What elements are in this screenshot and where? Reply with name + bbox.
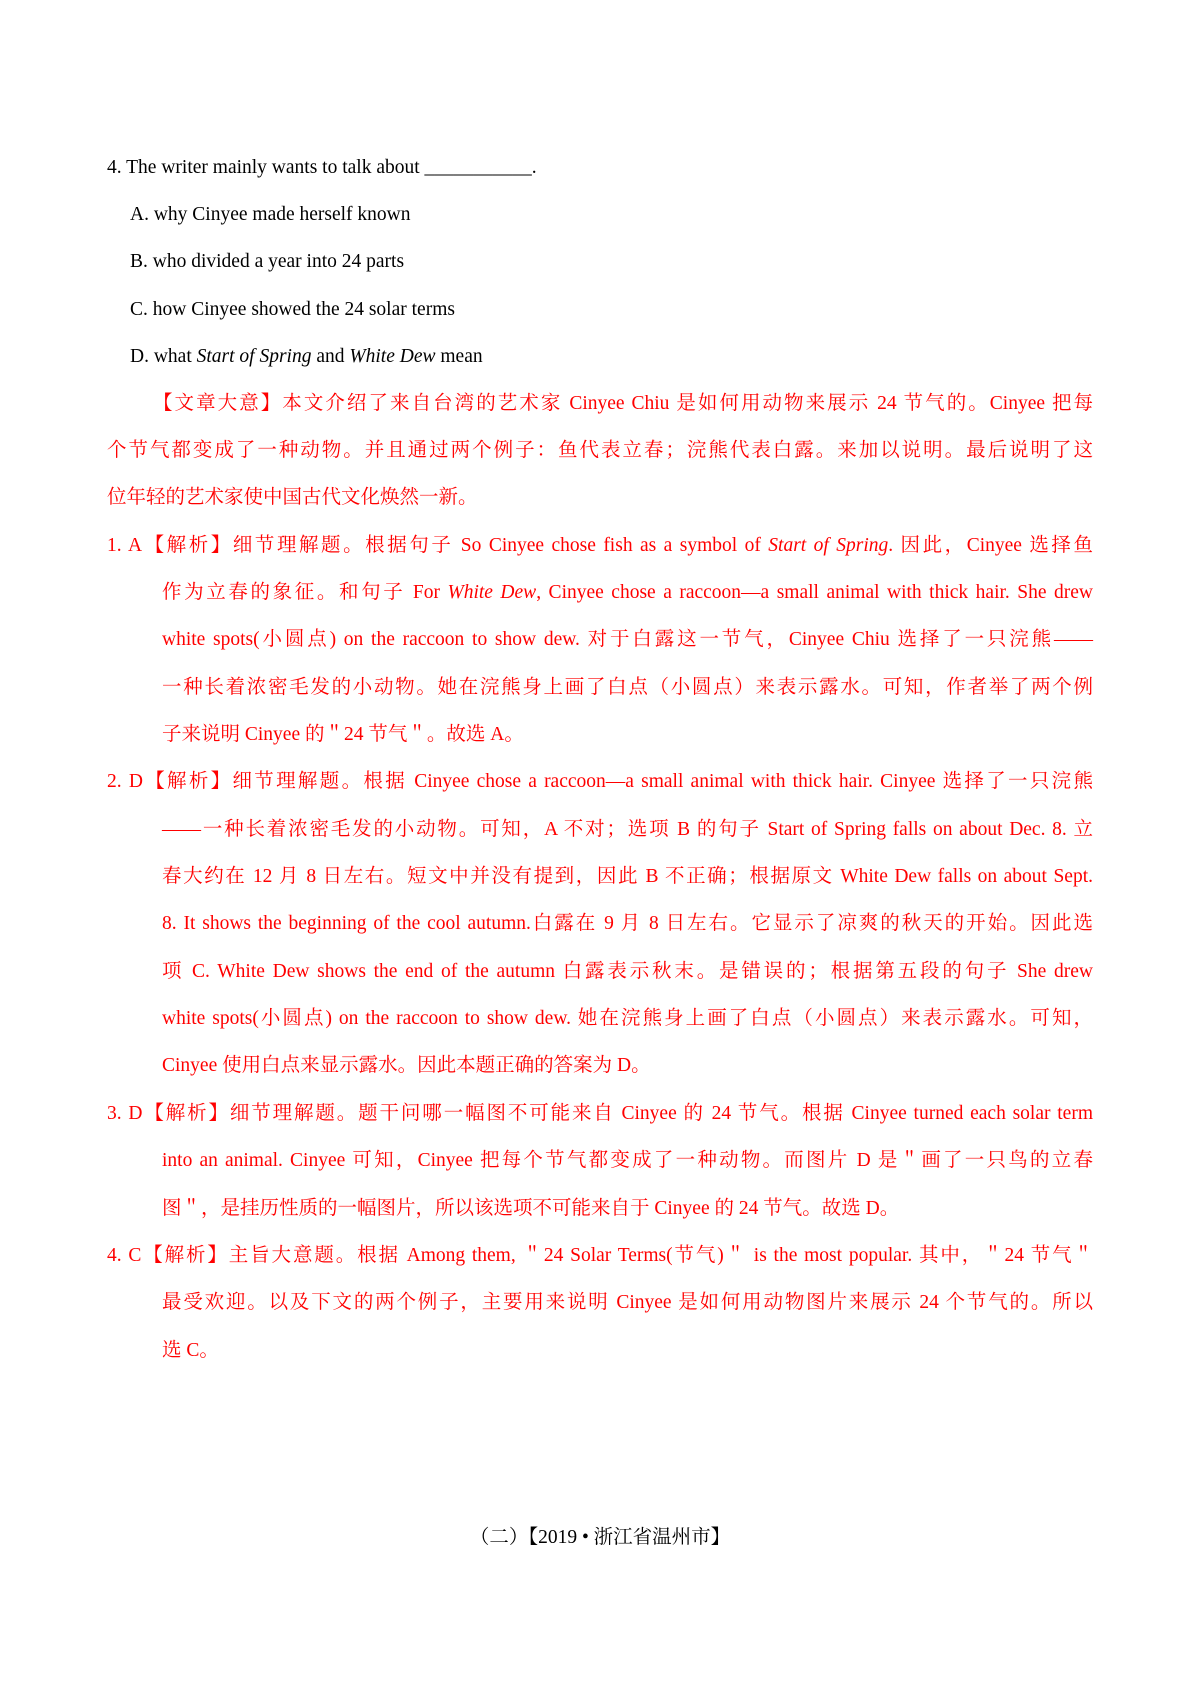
answer-2-line-5: 项 C. White Dew shows the end of the autumn 白露表示秋末。是错误的；根据第五段的句子 She drew [162,961,1093,982]
answer-1-line-1-pre: 1. A【解析】细节理解题。根据句子 So Cinyee chose fish as a symbol of [107,535,769,556]
answer-1-line-2 [162,580,1093,606]
option-b: B. who divided a year into 24 parts [130,251,405,272]
answer-1-line-2-pre: 作为立春的象征。和句子 For [162,582,448,603]
answer-2-line-2: ——一种长着浓密毛发的小动物。可知，A 不对；选项 B 的句子 Start of Spring falls on about Dec. 8. 立 [162,819,1093,840]
section-heading: （二）【2019 • 浙江省温州市】 [469,1527,731,1548]
option-a: A. why Cinyee made herself known [130,204,411,225]
answer-2-line-3: 春大约在 12 月 8 日左右。短文中并没有提到，因此 B 不正确；根据原文 White Dew falls on about Sept. [162,866,1093,887]
summary-line-1: 【文章大意】本文介绍了来自台湾的艺术家 Cinyee Chiu 是如何用动物来展示 24 节气的。Cinyee 把每 [153,393,1093,414]
answer-3-line-3: 图＂，是挂历性质的一幅图片，所以该选项不可能来自于 Cinyee 的 24 节气。故选 D。 [162,1198,900,1219]
question-4-stem: 4. The writer mainly wants to talk about ___________. [107,157,537,178]
answer-2-line-7: Cinyee 使用白点来显示露水。因此本题正确的答案为 D。 [162,1055,651,1076]
answer-4-line-3: 选 C。 [162,1340,219,1361]
answer-4-line-1: 4. C【解析】主旨大意题。根据 Among them, ＂24 Solar Terms(节气)＂ is the most popular. 其中，＂24 节气＂ [107,1245,1093,1266]
option-c: C. how Cinyee showed the 24 solar terms [130,299,455,320]
option-d-suffix: mean [435,346,483,367]
answer-2-line-6: white spots(小圆点) on the raccoon to show dew. 她在浣熊身上画了白点（小圆点）来表示露水。可知， [162,1008,1093,1029]
answer-1-line-4: 一种长着浓密毛发的小动物。她在浣熊身上画了白点（小圆点）来表示露水。可知，作者举了两个例 [162,677,1093,698]
answer-1-line-3: white spots(小圆点) on the raccoon to show dew. 对于白露这一节气，Cinyee Chiu 选择了一只浣熊—— [162,629,1093,650]
option-d-term-1: Start of Spring [196,346,312,367]
option-d-prefix: D. what [130,346,197,367]
answer-4-line-2: 最受欢迎。以及下文的两个例子，主要用来说明 Cinyee 是如何用动物图片来展示 24 个节气的。所以 [162,1292,1093,1313]
option-d-mid: and [311,346,350,367]
answer-3-line-2: into an animal. Cinyee 可知，Cinyee 把每个节气都变成了一种动物。而图片 D 是＂画了一只鸟的立春 [162,1150,1093,1171]
answer-1-line-2-post: , Cinyee chose a raccoon—a small animal with thick hair. She drew [536,582,1094,603]
answer-1-line-1-post: . 因此，Cinyee 选择鱼 [888,535,1093,556]
answer-2-line-4: 8. It shows the beginning of the cool autumn.白露在 9 月 8 日左右。它显示了凉爽的秋天的开始。因此选 [162,913,1093,934]
option-d [130,344,483,370]
option-d-term-2: White Dew [349,346,436,367]
answer-1-line-1 [107,533,1093,559]
answer-3-line-1: 3. D【解析】细节理解题。题干问哪一幅图不可能来自 Cinyee 的 24 节气。根据 Cinyee turned each solar term [107,1103,1093,1124]
answer-1-term-2: White Dew [447,582,537,603]
answer-1-line-5: 子来说明 Cinyee 的＂24 节气＂。故选 A。 [162,724,524,745]
answer-2-line-1: 2. D【解析】细节理解题。根据 Cinyee chose a raccoon—a small animal with thick hair. Cinyee 选择了一只浣熊 [107,771,1093,792]
summary-line-3: 位年轻的艺术家使中国古代文化焕然一新。 [107,487,478,508]
answer-1-term: Start of Spring [768,535,889,556]
summary-line-2: 个节气都变成了一种动物。并且通过两个例子：鱼代表立春；浣熊代表白露。来加以说明。最后说明了这 [107,440,1093,461]
